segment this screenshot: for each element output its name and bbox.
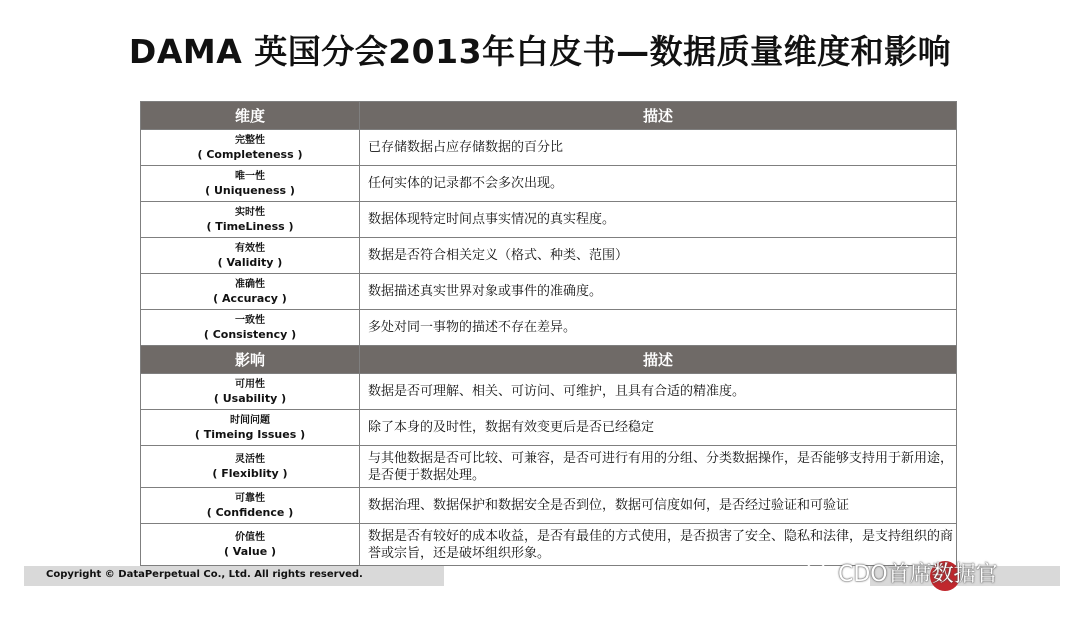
table-row — [141, 238, 957, 274]
dimensions-header-row — [141, 102, 957, 130]
impacts-header-row — [141, 346, 957, 374]
impact-en: ( Usability ) — [213, 391, 287, 405]
dimension-en: ( Validity ) — [217, 255, 283, 269]
dimension-cn: 准确性 — [235, 278, 265, 290]
dimension-cn: 有效性 — [235, 242, 265, 254]
wechat-account-name: CDO首席数据官 — [838, 561, 998, 587]
impact-en: ( Value ) — [223, 544, 277, 558]
impact-name-cell — [141, 374, 360, 410]
impact-name-cell — [141, 446, 360, 488]
table-row — [141, 446, 957, 488]
impact-cn: 时间问题 — [230, 414, 270, 426]
impact-desc: 数据治理、数据保护和数据安全是否到位，数据可信度如何，是否经过验证和可验证 — [360, 488, 957, 524]
impact-cn: 可用性 — [235, 378, 265, 390]
impact-name-cell — [141, 410, 360, 446]
impact-desc: 除了本身的及时性，数据有效变更后是否已经稳定 — [360, 410, 957, 446]
impact-cn: 价值性 — [235, 531, 265, 543]
impacts-header-col1: 影响 — [141, 346, 360, 374]
wechat-icon — [806, 561, 832, 583]
slide-title: DAMA 英国分会2013年白皮书—数据质量维度和影响 — [128, 32, 952, 71]
dimension-en: ( Consistency ) — [203, 327, 297, 341]
table-row — [141, 410, 957, 446]
table-row — [141, 166, 957, 202]
dimension-en: ( Uniqueness ) — [205, 183, 295, 197]
dimension-name-cell — [141, 130, 360, 166]
dimension-desc: 数据是否符合相关定义（格式、种类、范围） — [360, 238, 957, 274]
data-quality-table — [140, 101, 957, 566]
dimension-name-cell — [141, 310, 360, 346]
impact-name-cell — [141, 488, 360, 524]
dimension-en: ( Completeness ) — [197, 147, 303, 161]
impact-name-cell — [141, 524, 360, 566]
dimension-name-cell — [141, 166, 360, 202]
dimension-name-cell — [141, 238, 360, 274]
dimension-desc: 任何实体的记录都不会多次出现。 — [360, 166, 957, 202]
dimension-cn: 一致性 — [235, 314, 265, 326]
impact-en: ( Flexiblity ) — [212, 466, 288, 480]
table-row — [141, 310, 957, 346]
dimension-desc: 数据体现特定时间点事实情况的真实程度。 — [360, 202, 957, 238]
dimension-cn: 完整性 — [235, 134, 265, 146]
table-row — [141, 274, 957, 310]
dimension-name-cell — [141, 202, 360, 238]
impact-desc: 数据是否有较好的成本收益，是否有最佳的方式使用，是否损害了安全、隐私和法律，是支持组织的商誉或宗旨，还是破坏组织形象。 — [360, 524, 957, 566]
table-row — [141, 488, 957, 524]
dimension-en: ( TimeLiness ) — [206, 219, 294, 233]
impact-en: ( Confidence ) — [206, 505, 294, 519]
impact-en: ( Timeing Issues ) — [194, 427, 306, 441]
wechat-account-badge — [806, 557, 998, 587]
impact-desc: 数据是否可理解、相关、可访问、可维护，且具有合适的精准度。 — [360, 374, 957, 410]
dimensions-header-col1: 维度 — [141, 102, 360, 130]
dimension-desc: 数据描述真实世界对象或事件的准确度。 — [360, 274, 957, 310]
table-row — [141, 374, 957, 410]
impacts-header-col2: 描述 — [360, 346, 957, 374]
dimension-desc: 已存储数据占应存储数据的百分比 — [360, 130, 957, 166]
dimension-desc: 多处对同一事物的描述不存在差异。 — [360, 310, 957, 346]
dimension-cn: 实时性 — [235, 206, 265, 218]
table-row — [141, 202, 957, 238]
dimension-cn: 唯一性 — [235, 170, 265, 182]
impact-desc: 与其他数据是否可比较、可兼容，是否可进行有用的分组、分类数据操作，是否能够支持用于新用途，是否便于数据处理。 — [360, 446, 957, 488]
dimension-name-cell — [141, 274, 360, 310]
dimensions-header-col2: 描述 — [360, 102, 957, 130]
footer-copyright: Copyright © DataPerpetual Co., Ltd. All rights reserved. — [46, 569, 363, 580]
dimension-en: ( Accuracy ) — [213, 291, 287, 305]
impact-cn: 灵活性 — [235, 453, 265, 465]
impact-cn: 可靠性 — [235, 492, 265, 504]
table-row — [141, 130, 957, 166]
